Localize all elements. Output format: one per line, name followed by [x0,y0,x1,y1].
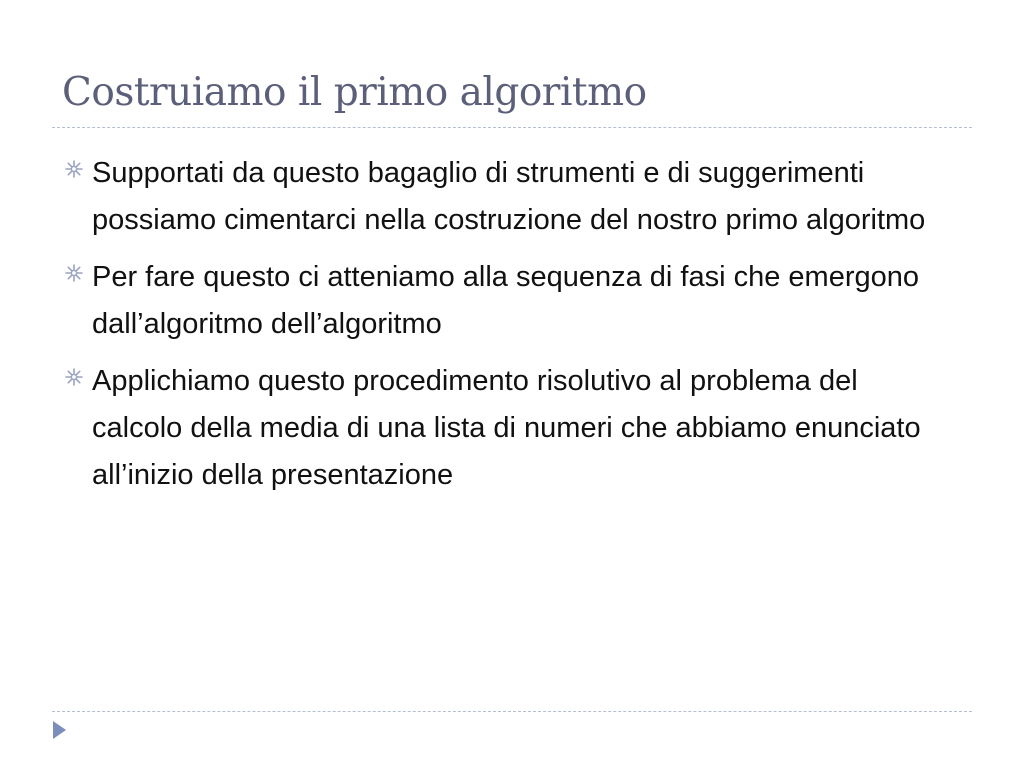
snowflake-bullet-icon [64,367,84,387]
bullet-text: Applichiamo questo procedimento risolutivo al problema del calcolo della media di una lista di numeri che abbiamo enunciato all’inizio della presentazione [92,365,921,491]
snowflake-bullet-icon [64,263,84,283]
play-triangle-icon [53,721,66,739]
bullet-text: Supportati da questo bagaglio di strumenti e di suggerimenti possiamo cimentarci nella costruzione del nostro primo algoritmo [92,157,926,236]
bullet-item [64,358,954,499]
footer-divider [52,711,972,712]
bullet-text: Per fare questo ci atteniamo alla sequenza di fasi che emergono dall’algoritmo dell’algoritmo [92,261,919,340]
bullet-item [64,150,954,244]
snowflake-bullet-icon [64,159,84,179]
slide-title: Costruiamo il primo algoritmo [62,70,647,115]
bullet-item [64,254,954,348]
title-divider [52,127,972,128]
bullet-list [64,150,954,509]
